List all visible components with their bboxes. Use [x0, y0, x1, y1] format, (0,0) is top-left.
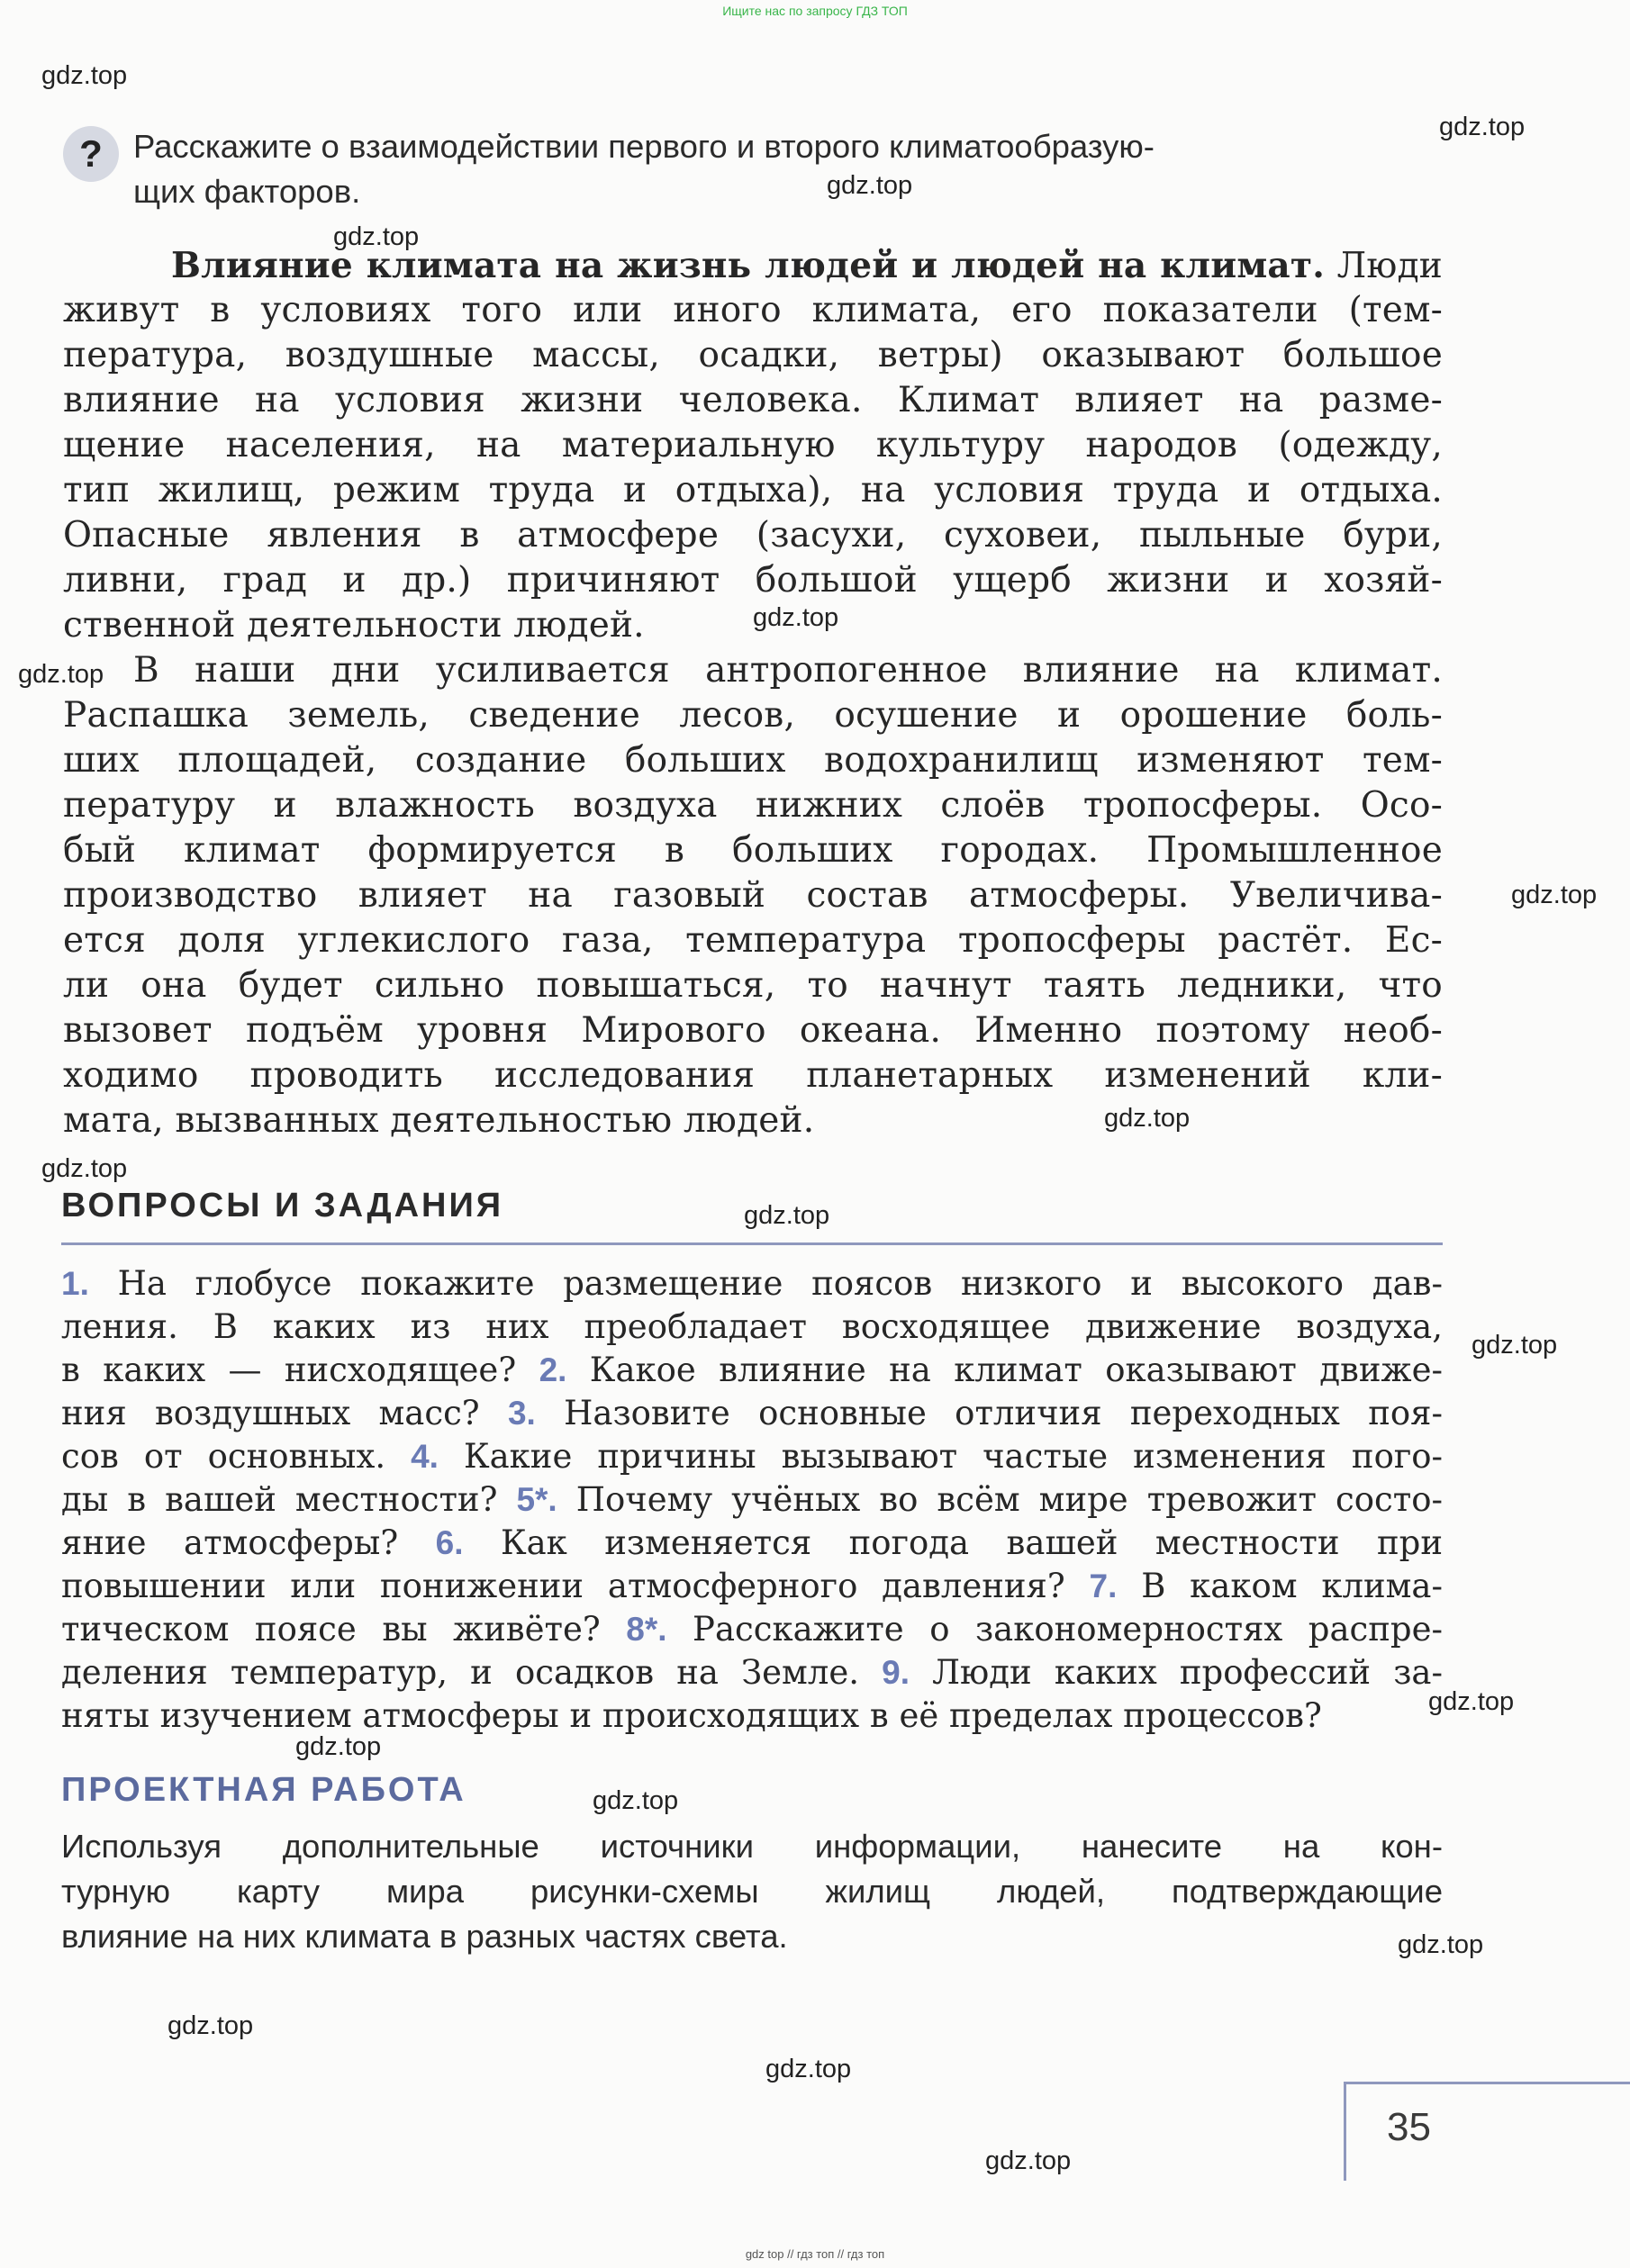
question-number: 5*.: [516, 1481, 557, 1518]
project-line: Используя дополнительные источники информации, нанесите на кон-: [61, 1828, 1443, 1865]
paragraph-1-heading: Влияние климата на жизнь людей и людей на климат.: [171, 245, 1326, 286]
paragraph-1-line: ливни, град и др.) причиняют большой ущерб жизни и хозяй-: [63, 560, 1443, 601]
watermark: gdz.top: [1428, 1687, 1515, 1716]
watermark: gdz.top: [295, 1732, 382, 1761]
paragraph-2-line: производство влияет на газовый состав атмосферы. Увеличива-: [63, 875, 1443, 916]
watermark: gdz.top: [1511, 881, 1598, 909]
question-line: [61, 1523, 1443, 1562]
watermark: gdz.top: [168, 2011, 254, 2040]
question-text: Какое влияние на климат оказывают движе-: [566, 1351, 1443, 1389]
watermark: gdz.top: [41, 1154, 128, 1183]
paragraph-2-line: ших площадей, создание больших водохранилищ изменяют тем-: [63, 740, 1443, 781]
question-number: 3.: [507, 1395, 536, 1432]
question-text: повышении или понижении атмосферного давления?: [61, 1567, 1090, 1605]
question-number: 9.: [882, 1654, 910, 1691]
question-text: тическом поясе вы живёте?: [61, 1610, 627, 1649]
paragraph-1-line: тип жилищ, режим труда и отдыха), на условия труда и отдыха.: [63, 470, 1443, 511]
question-line: [61, 1653, 1443, 1692]
page-number-frame-side: [1344, 2082, 1346, 2181]
question-text: На глобусе покажите размещение поясов низкого и высокого дав-: [88, 1264, 1443, 1303]
paragraph-2-line: бый климат формируется в больших городах. Промышленное: [63, 830, 1443, 871]
paragraph-1-line: Опасные явления в атмосфере (засухи, суховеи, пыльные бури,: [63, 515, 1443, 556]
watermark: gdz.top: [1398, 1930, 1484, 1959]
project-line: турную карту мира рисунки-схемы жилищ людей, подтверждающие: [61, 1873, 1443, 1910]
paragraph-1-line: влияние на условия жизни человека. Климат влияет на разме-: [63, 380, 1443, 420]
paragraph-2-line: ходимо проводить исследования планетарных изменений кли-: [63, 1055, 1443, 1096]
paragraph-1-line: щение населения, на материальную культуру народов (одежду,: [63, 425, 1443, 465]
question-text: В каком клима-: [1117, 1567, 1443, 1605]
question-text: Почему учёных во всём мире тревожит состо-: [557, 1480, 1443, 1519]
watermark: gdz.top: [593, 1786, 679, 1815]
question-number: 6.: [435, 1524, 464, 1561]
question-text: Какие причины вызывают частые изменения пого-: [438, 1437, 1444, 1476]
question-prompt-line: Расскажите о взаимодействии первого и второго климатообразую-: [133, 128, 1155, 165]
watermark: gdz.top: [765, 2055, 852, 2083]
paragraph-2-line: В наши дни усиливается антропогенное влияние на климат.: [133, 650, 1443, 691]
question-mark-icon: ?: [63, 126, 119, 182]
question-line: [61, 1480, 1443, 1519]
watermark: gdz.top: [753, 603, 839, 632]
question-prompt-line: щих факторов.: [133, 173, 361, 210]
page-number-frame-top: [1344, 2082, 1630, 2084]
watermark: gdz.top: [1104, 1104, 1191, 1133]
watermark: gdz.top: [333, 222, 420, 251]
question-line: [61, 1394, 1443, 1432]
paragraph-2-line: Распашка земель, сведение лесов, осушение и орошение боль-: [63, 695, 1443, 736]
section-divider: [61, 1242, 1443, 1245]
question-text: ния воздушных масс?: [61, 1394, 508, 1432]
question-number: 7.: [1089, 1568, 1118, 1604]
watermark: gdz.top: [827, 171, 913, 200]
paragraph-2-line: ется доля углекислого газа, температура тропосферы растёт. Ес-: [63, 920, 1443, 961]
questions-heading: ВОПРОСЫ И ЗАДАНИЯ: [61, 1187, 504, 1224]
question-text: Как изменяется погода вашей местности при: [463, 1523, 1443, 1562]
question-text: яние атмосферы?: [61, 1523, 436, 1562]
top-banner: Ищите нас по запросу ГДЗ ТОП: [722, 4, 908, 18]
page-number: 35: [1387, 2105, 1431, 2149]
watermark: gdz.top: [18, 660, 104, 689]
watermark: gdz.top: [41, 61, 128, 90]
question-line: [61, 1264, 1443, 1303]
paragraph-2-line: ли она будет сильно повышаться, то начнут таять ледники, что: [63, 965, 1443, 1006]
question-text: сов от основных.: [61, 1437, 412, 1476]
question-line: няты изучением атмосферы и происходящих в её пределах процессов?: [61, 1696, 1322, 1735]
question-text: Люди каких профессий за-: [910, 1653, 1443, 1692]
watermark: gdz.top: [744, 1201, 830, 1230]
question-number: 4.: [411, 1438, 439, 1475]
question-text: Расскажите о закономерностях распре-: [666, 1610, 1443, 1649]
watermark: gdz.top: [1439, 113, 1526, 141]
question-line: [61, 1437, 1443, 1476]
paragraph-1-line: пература, воздушные массы, осадки, ветры) оказывают большое: [63, 335, 1443, 375]
paragraph-1-line: живут в условиях того или иного климата, его показатели (тем-: [63, 290, 1443, 330]
bottom-banner: gdz top // гдз топ // гдз топ: [745, 2247, 885, 2261]
watermark: gdz.top: [1472, 1331, 1558, 1360]
question-number: 8*.: [626, 1611, 667, 1648]
paragraph-2-line: вызовет подъём уровня Мирового океана. Именно поэтому необ-: [63, 1010, 1443, 1051]
paragraph-1-line: ственной деятельности людей.: [63, 605, 645, 646]
paragraph-2-line: пературу и влажность воздуха нижних слоёв тропосферы. Осо-: [63, 785, 1443, 826]
question-line: ления. В каких из них преобладает восходящее движение воздуха,: [61, 1307, 1443, 1346]
question-line: [61, 1351, 1443, 1389]
question-number: 2.: [539, 1351, 567, 1388]
project-heading: ПРОЕКТНАЯ РАБОТА: [61, 1771, 466, 1809]
question-line: [61, 1567, 1443, 1605]
question-text: деления температур, и осадков на Земле.: [61, 1653, 883, 1692]
paragraph-1-text: Люди: [1325, 246, 1443, 286]
paragraph-1-line: [171, 245, 1443, 286]
question-text: в каких — нисходящее?: [61, 1351, 539, 1389]
watermark: gdz.top: [985, 2146, 1072, 2175]
project-line: влияние на них климата в разных частях света.: [61, 1918, 788, 1955]
question-text: Назовите основные отличия переходных поя-: [535, 1394, 1443, 1432]
question-number: 1.: [61, 1265, 89, 1302]
question-text: ды в вашей местности?: [61, 1480, 517, 1519]
paragraph-2-line: мата, вызванных деятельностью людей.: [63, 1100, 815, 1141]
question-line: [61, 1610, 1443, 1649]
